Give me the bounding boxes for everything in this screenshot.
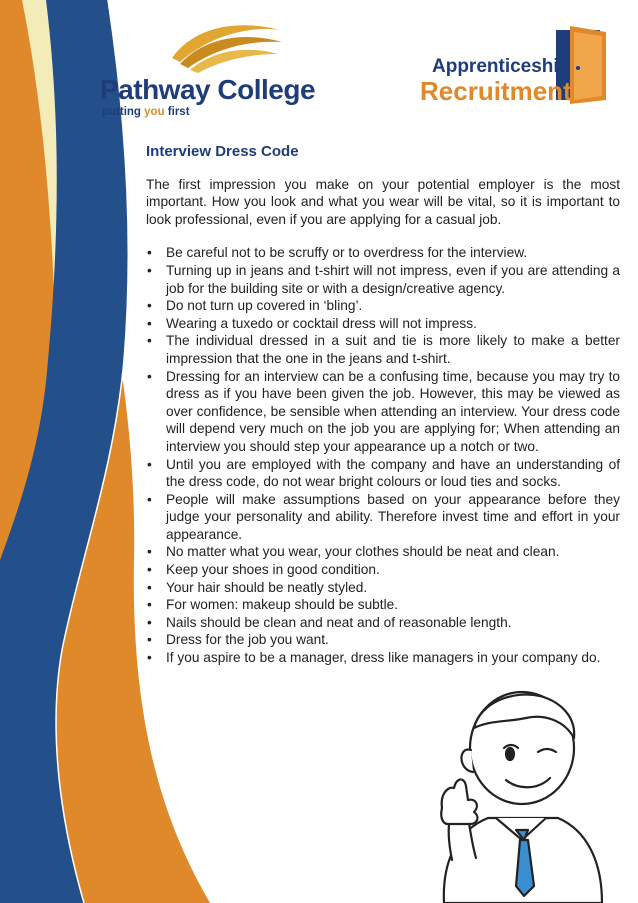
college-name: Pathway College: [100, 74, 316, 105]
list-item: • The individual dressed in a suit and tie is more likely to make a better impression that the one in the jeans and t-shirt.: [146, 332, 620, 367]
businessman-thumbs-up-icon: [418, 690, 618, 903]
list-item: • Your hair should be neatly styled.: [146, 579, 620, 597]
list-item: • Dressing for an interview can be a confusing time, because you may try to dress as if you have been given the job. However, this may be viewed as over confidence, be sensible when attending an interview. Your dress code will depend very much on the job you are applying for; When attending an interview you should step your appearance up a notch or two.: [146, 368, 620, 456]
pathway-college-logo: [100, 18, 316, 118]
tagline-prefix: putting: [102, 106, 145, 118]
article-title: Interview Dress Code: [146, 143, 299, 160]
article: [146, 143, 620, 667]
dress-code-list: [146, 244, 620, 666]
list-item: • Do not turn up covered in ‘bling’.: [146, 297, 620, 315]
article-intro: The first impression you make on your potential employer is the most important. How you look and what you wear will be vital, so it is important to look professional, even if you are applying for a casual job.: [146, 176, 620, 227]
list-item: • For women: makeup should be subtle.: [146, 596, 620, 614]
list-item: • Be careful not to be scruffy or to overdress for the interview.: [146, 244, 620, 262]
list-item: • Nails should be clean and neat and of reasonable length.: [146, 614, 620, 632]
list-item: • Dress for the job you want.: [146, 631, 620, 649]
list-item: • If you aspire to be a manager, dress like managers in your company do.: [146, 649, 620, 667]
tagline-accent: you: [144, 106, 165, 118]
list-item: • Until you are employed with the company and have an understanding of the dress code, do not wear bright colours or loud ties and socks.: [146, 456, 620, 491]
logo-swoosh-icon: [166, 18, 286, 74]
tagline-suffix: first: [164, 106, 190, 118]
apprenticeship-recruitment-logo: [418, 26, 613, 111]
college-tagline: [102, 106, 190, 118]
list-item: • Wearing a tuxedo or cocktail dress will not impress.: [146, 315, 620, 333]
apprenticeship-label: Apprenticeship: [432, 56, 571, 77]
list-item: • Turning up in jeans and t-shirt will not impress, even if you are attending a job for the building site or with a design/creative agency.: [146, 262, 620, 297]
list-item: • Keep your shoes in good condition.: [146, 561, 620, 579]
list-item: • No matter what you wear, your clothes should be neat and clean.: [146, 543, 620, 561]
list-item: • People will make assumptions based on your appearance before they judge your personality and ability. Therefore invest time and effort in your appearance.: [146, 491, 620, 544]
recruitment-label: Recruitment: [420, 76, 572, 106]
